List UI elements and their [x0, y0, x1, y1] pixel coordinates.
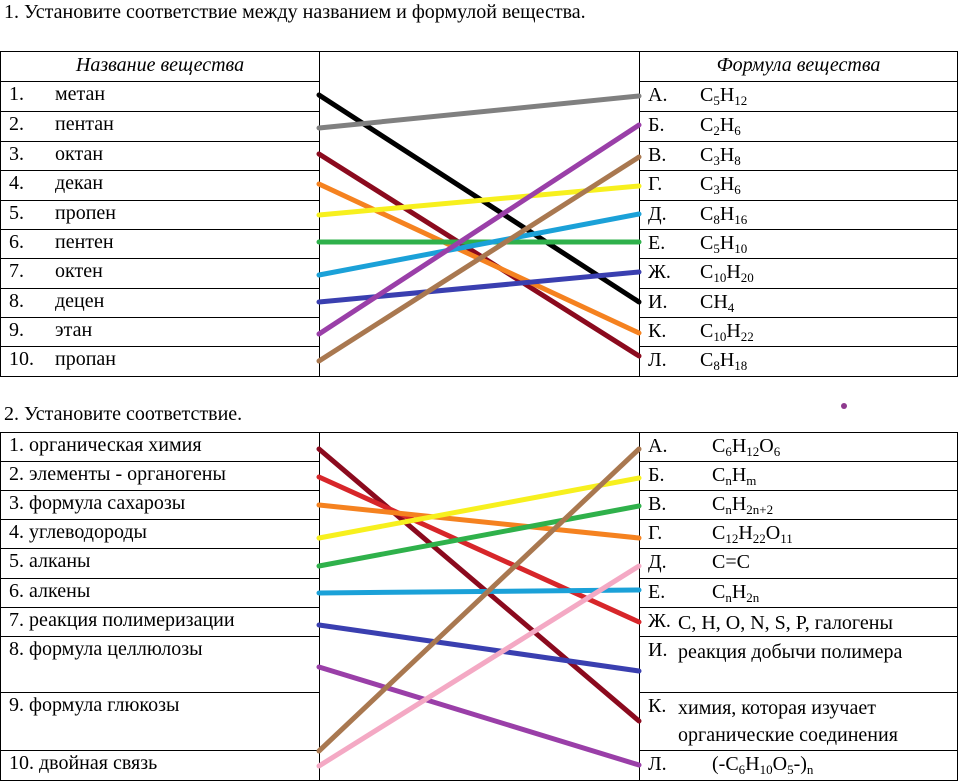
task1-connector-column: [319, 51, 640, 377]
row-number: 1.: [9, 83, 24, 105]
task2-term-row: [0, 548, 320, 579]
definition-formula: $(-C_6H_{10}O_5-)_n$: [712, 753, 814, 777]
term-text: 7. реакция полимеризации: [9, 609, 235, 631]
task2-definition-row: [639, 750, 958, 781]
term-text: 9. формула глюкозы: [9, 694, 180, 716]
task2-term-row: [0, 432, 320, 462]
task1-header-formula: [639, 51, 958, 82]
task1-formula-row: [639, 111, 958, 142]
row-letter: И.: [648, 291, 668, 313]
term-text: 2. элементы - органогены: [9, 463, 226, 485]
substance-name: метан: [55, 83, 106, 105]
substance-formula: $C_3H_8$: [700, 144, 741, 168]
task1-name-row: [0, 346, 320, 377]
definition-formula: $C_nH_m$: [712, 464, 757, 488]
task1-formula-row: [639, 200, 958, 230]
substance-formula: $C_8H_{16}$: [700, 203, 748, 227]
row-number: 8.: [9, 290, 24, 312]
row-letter: Е.: [648, 232, 666, 254]
row-number: 2.: [9, 113, 24, 135]
task1-header-name: [0, 51, 320, 82]
row-letter: А.: [648, 84, 668, 106]
task1-name-row: [0, 81, 320, 112]
term-text: 4. углеводороды: [9, 521, 147, 543]
definition-formula: $C_{12}H_{22}O_{11}$: [712, 522, 793, 546]
row-number: 3.: [9, 143, 24, 165]
term-text: 3. формула сахарозы: [9, 492, 186, 514]
row-number: 10.: [9, 348, 34, 370]
task2-term-row: [0, 607, 320, 637]
substance-name: этан: [55, 319, 93, 341]
term-text: 8. формула целлюлозы: [9, 638, 203, 660]
substance-formula: $C_2H_6$: [700, 114, 741, 138]
task2-term-row: [0, 636, 320, 693]
task1-name-row: [0, 111, 320, 142]
row-letter: Г.: [648, 173, 663, 195]
substance-formula: $C_8H_{18}$: [700, 349, 748, 373]
task1-name-row: [0, 200, 320, 230]
row-letter: Л.: [648, 349, 667, 371]
row-letter: Л.: [648, 753, 667, 775]
task1-formula-row: [639, 288, 958, 318]
task1-formula-row: [639, 258, 958, 289]
substance-name: пропан: [55, 348, 116, 370]
substance-formula: $C_5H_{10}$: [700, 232, 748, 256]
definition-text: реакция добычи полимера: [678, 641, 903, 663]
task1-name-row: [0, 170, 320, 201]
term-text: 5. алканы: [9, 550, 91, 572]
task2-definition-row: [639, 519, 958, 549]
task2-definition-row: [639, 490, 958, 520]
substance-name: пропен: [55, 202, 116, 224]
task1-name-row: [0, 258, 320, 289]
task2-term-row: [0, 750, 320, 781]
row-letter: К.: [648, 695, 667, 717]
row-letter: Г.: [648, 522, 663, 544]
task2-term-row: [0, 692, 320, 751]
task2-definition-row: [639, 692, 958, 751]
task1-name-row: [0, 229, 320, 259]
substance-name: декан: [55, 172, 104, 194]
task1-formula-row: [639, 317, 958, 347]
row-letter: В.: [648, 493, 667, 515]
row-letter: Ж.: [648, 261, 671, 283]
substance-formula: $C_{10}H_{20}$: [700, 261, 754, 285]
task2-definition-row: [639, 578, 958, 608]
row-number: 5.: [9, 202, 24, 224]
definition-formula: $C_6H_{12}O_6$: [712, 435, 781, 459]
task1-name-row: [0, 141, 320, 171]
task2-term-row: [0, 578, 320, 608]
row-letter: И.: [648, 639, 668, 661]
substance-formula: $C_5H_{12}$: [700, 84, 748, 108]
substance-name: октан: [55, 143, 104, 165]
term-text: 6. алкены: [9, 580, 91, 602]
task2-term-row: [0, 490, 320, 520]
substance-formula: $C_{10}H_{22}$: [700, 320, 754, 344]
row-letter: Д.: [648, 551, 667, 573]
substance-name: октен: [55, 260, 103, 282]
row-letter: В.: [648, 144, 667, 166]
task2-definition-row: [639, 636, 958, 693]
substance-name: децен: [55, 290, 105, 312]
task2-definition-row: [639, 432, 958, 462]
task1-name-row: [0, 288, 320, 318]
definition-text: химия, которая изучает органические соединения: [678, 697, 898, 746]
definition-formula: C=C: [712, 551, 750, 573]
task1-title: 1. Установите соответствие между названием и формулой вещества.: [4, 1, 586, 23]
header-name-label: Название вещества: [75, 54, 245, 76]
definition-formula: $C_nH_{2n+2}$: [712, 493, 774, 517]
task1-formula-row: [639, 81, 958, 112]
substance-name: пентен: [55, 231, 114, 253]
task2-definition-row: [639, 607, 958, 637]
task2-title: 2. Установите соответствие.: [4, 403, 243, 425]
stray-dot: [841, 403, 847, 409]
task1-formula-row: [639, 229, 958, 259]
row-letter: Д.: [648, 203, 667, 225]
row-number: 9.: [9, 319, 24, 341]
row-number: 7.: [9, 260, 24, 282]
row-letter: Б.: [648, 464, 665, 486]
task1-formula-row: [639, 346, 958, 377]
row-letter: Ж.: [648, 610, 671, 632]
row-number: 4.: [9, 172, 24, 194]
row-number: 6.: [9, 231, 24, 253]
term-text: 10. двойная связь: [9, 752, 158, 774]
definition-text: C, H, O, N, S, P, галогены: [678, 612, 893, 634]
row-letter: Б.: [648, 114, 665, 136]
row-letter: А.: [648, 435, 668, 457]
row-letter: Е.: [648, 581, 666, 603]
task1-formula-row: [639, 141, 958, 171]
task2-definition-row: [639, 461, 958, 491]
task2-connector-column: [319, 432, 640, 781]
substance-formula: $C_3H_6$: [700, 173, 741, 197]
term-text: 1. органическая химия: [9, 434, 202, 456]
task2-term-row: [0, 461, 320, 491]
task1-formula-row: [639, 170, 958, 201]
substance-name: пентан: [55, 113, 114, 135]
substance-formula: $CH_4$: [700, 291, 735, 315]
row-letter: К.: [648, 320, 667, 342]
task2-definition-row: [639, 548, 958, 579]
header-formula-label: Формула вещества: [716, 54, 881, 76]
task2-term-row: [0, 519, 320, 549]
task1-name-row: [0, 317, 320, 347]
definition-formula: $C_nH_{2n}$: [712, 581, 760, 605]
